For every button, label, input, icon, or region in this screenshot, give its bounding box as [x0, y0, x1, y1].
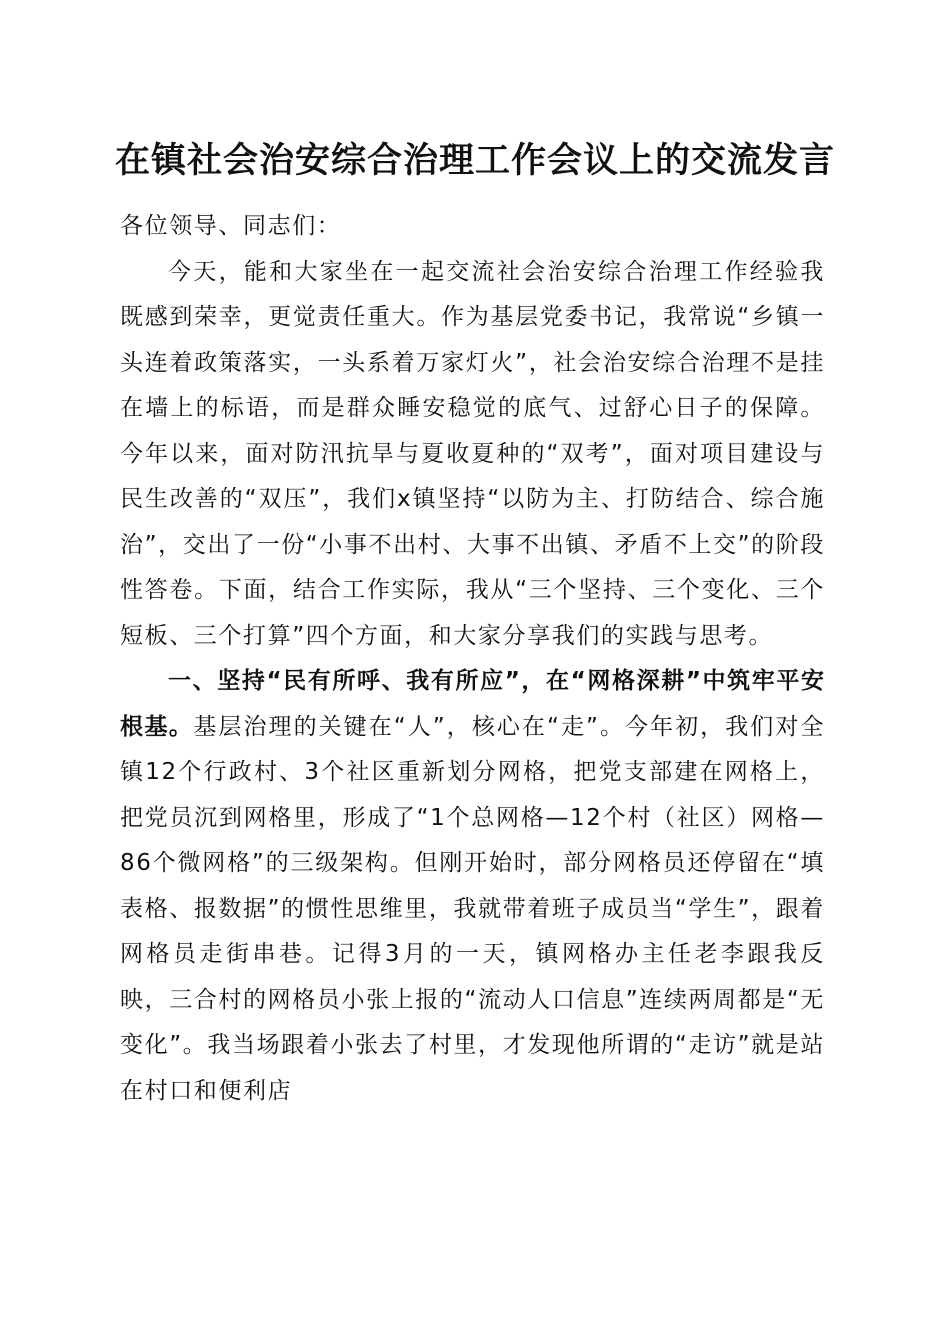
paragraph-section-one: [120, 659, 825, 1114]
paragraph-intro: [120, 250, 825, 660]
salutation: 各位领导、同志们：: [120, 213, 342, 239]
document-body: [120, 204, 825, 1114]
section-one-text: 基层治理的关键在“人”，核心在“走”。今年初，我们对全镇12个行政村、3个社区重新划分网格，把党支部建在网格上，把党员沉到网格里，形成了“1个总网格—12个村（社区）网格—86个微网格”的三级架构。但刚开始时，部分网格员还停留在“填表格、报数据”的惯性思维里，我就带着班子成员当“学生”，跟着网格员走街串巷。记得3月的一天，镇网格办主任老李跟我反映，三合村的网格员小张上报的“流动人口信息”连续两周都是“无变化”。我当场跟着小张去了村里，才发现他所谓的“走访”就是站在村口和便利店: [120, 713, 825, 1104]
paragraph-intro-text: 今天，能和大家坐在一起交流社会治安综合治理工作经验我既感到荣幸，更觉责任重大。作为基层党委书记，我常说“乡镇一头连着政策落实，一头系着万家灯火”，社会治安综合治理不是挂在墙上的标语，而是群众睡安稳觉的底气、过舒心日子的保障。今年以来，面对防汛抗旱与夏收夏种的“双考”，面对项目建设与民生改善的“双压”，我们x镇坚持“以防为主、打防结合、综合施治”，交出了一份“小事不出村、大事不出镇、矛盾不上交”的阶段性答卷。下面，结合工作实际，我从“三个坚持、三个变化、三个短板、三个打算”四个方面，和大家分享我们的实践与思考。: [120, 258, 825, 649]
section-one-heading: 一、坚持“民有所呼、我有所应”，在“网格深耕”中筑牢平安根基。: [120, 668, 825, 740]
document-title: 在镇社会治安综合治理工作会议上的交流发言: [114, 140, 835, 181]
